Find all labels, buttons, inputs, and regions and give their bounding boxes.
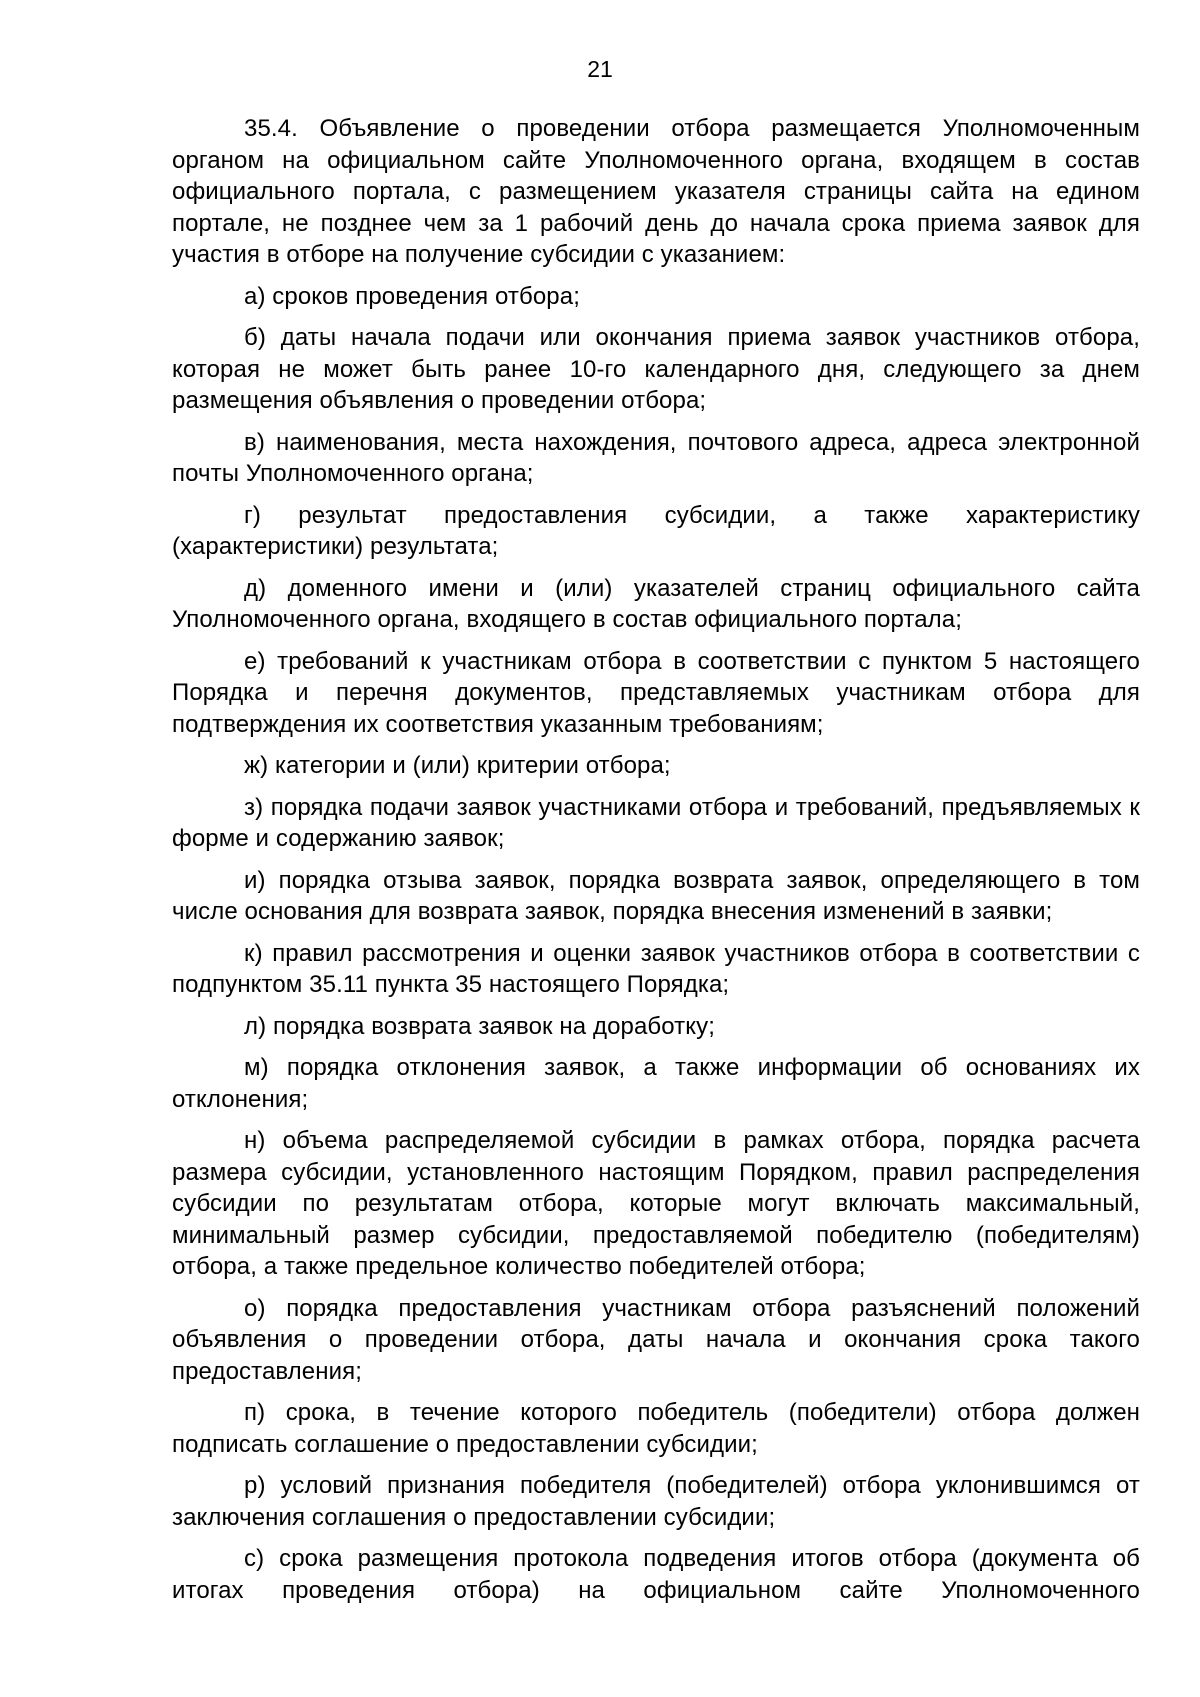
list-item-p: п) срока, в течение которого победитель (победители) отбора должен подписать соглашение о предоставлении субсидии; <box>172 1399 1140 1458</box>
page-number: 21 <box>587 56 613 82</box>
list-item-e: е) требований к участникам отбора в соответствии с пунктом 5 настоящего Порядка и перечня документов, представляемых участникам отбора для подтверждения их соответствия указанным требованиям; <box>172 647 1140 738</box>
list-item-m: м) порядка отклонения заявок, а также информации об основаниях их отклонения; <box>172 1054 1140 1113</box>
list-item-k: к) правил рассмотрения и оценки заявок участников отбора в соответствии с подпунктом 35.11 пункта 35 настоящего Порядка; <box>172 939 1140 998</box>
list-item-zh: ж) категории и (или) критерии отбора; <box>244 752 671 779</box>
document-body <box>172 113 1140 1606</box>
list-item-l: л) порядка возврата заявок на доработку; <box>244 1012 716 1040</box>
list-item-z: з) порядка подачи заявок участниками отбора и требований, предъявляемых к форме и содержанию заявок; <box>172 793 1140 852</box>
list-item-r: р) условий признания победителя (победителей) отбора уклонившимся от заключения соглашения о предоставлении субсидии; <box>172 1472 1140 1531</box>
paragraph-35-4: 35.4. Объявление о проведении отбора размещается Уполномоченным органом на официальном сайте Уполномоченного органа, входящем в состав официального портала, с размещением указателя страницы сайта на едином портале, не позднее чем за 1 рабочий день до начала срока приема заявок для участия в отборе на получение субсидии с указанием: <box>172 115 1140 268</box>
list-item-b: б) даты начала подачи или окончания приема заявок участников отбора, которая не может быть ранее 10-го календарного дня, следующего за днем размещения объявления о проведении отбора; <box>172 324 1140 414</box>
list-item-g: г) результат предоставления субсидии, а также характеристику (характеристики) результата; <box>172 501 1140 560</box>
list-item-d: д) доменного имени и (или) указателей страниц официального сайта Уполномоченного органа, входящего в состав официального портала; <box>172 574 1140 633</box>
list-item-i: и) порядка отзыва заявок, порядка возврата заявок, определяющего в том числе основания для возврата заявок, порядка внесения изменений в заявки; <box>172 866 1140 925</box>
list-item-s: с) срока размещения протокола подведения итогов отбора (документа об итогах проведения отбора) на официальном сайте Уполномоченного <box>172 1545 1140 1604</box>
list-item-o: о) порядка предоставления участникам отбора разъяснений положений объявления о проведении отбора, даты начала и окончания срока такого предоставления; <box>172 1294 1140 1385</box>
list-item-a: а) сроков проведения отбора; <box>244 282 580 310</box>
list-item-n: н) объема распределяемой субсидии в рамках отбора, порядка расчета размера субсидии, установленного настоящим Порядком, правил распределения субсидии по результатам отбора, которые могут включать максимальный, минимальный размер субсидии, предоставляемой победителю (победителям) отбора, а также предельное количество победителей отбора; <box>172 1127 1140 1280</box>
list-item-v: в) наименования, места нахождения, почтового адреса, адреса электронной почты Уполномоченного органа; <box>172 428 1140 487</box>
